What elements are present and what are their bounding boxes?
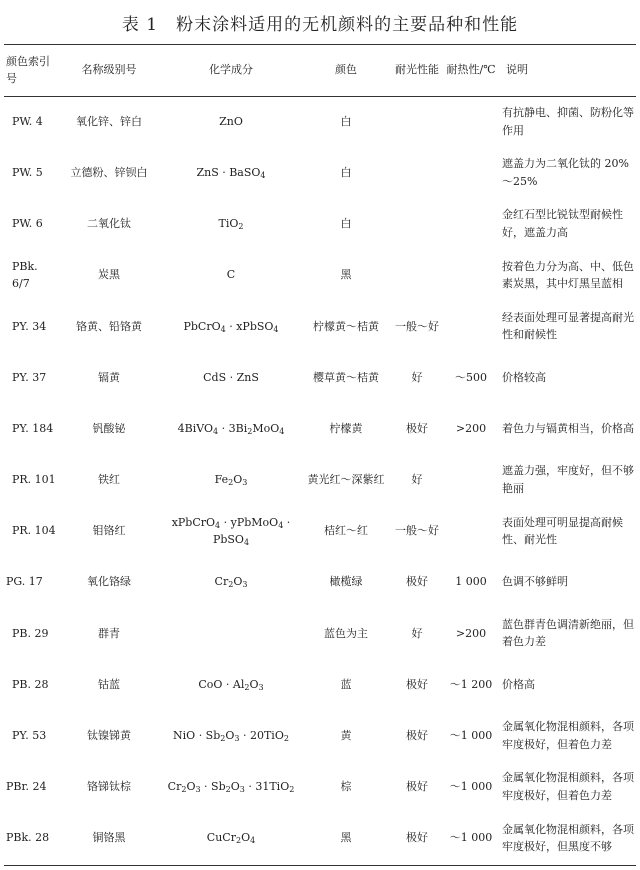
cell-name: 铬锑钛棕 (87, 780, 131, 794)
cell-formula: xPbCrO$_4$ · yPbMoO$_4$ · PbSO$_4$ (171, 515, 291, 548)
cell-index: PBr. 24 (6, 780, 47, 794)
cell-name: 钒酸铋 (92, 421, 126, 435)
cell-lightfastness (390, 147, 444, 198)
cell-color: 棕 (340, 780, 352, 794)
pigment-table (4, 45, 636, 864)
table-row (4, 250, 636, 301)
cell-lightfastness: 好 (411, 370, 423, 384)
cell-index: PBk. 28 (6, 831, 50, 845)
header-lightfastness: 耐光性能 (395, 63, 439, 77)
cell-formula (160, 608, 302, 659)
cell-formula: $Cr_2O_3 \cdot Sb_2O_3 \cdot 31TiO_2$ (167, 780, 295, 795)
cell-color: 黄光红～深紫红 (307, 473, 385, 487)
cell-lightfastness (390, 198, 444, 249)
cell-formula: PbCrO$_4$ · xPbSO$_4$ (183, 319, 279, 334)
cell-index: PBk. 6/7 (12, 259, 38, 291)
table-row (4, 454, 636, 505)
table-row (4, 506, 636, 557)
table-title: 表 1 粉末涂料适用的无机颜料的主要品种和性能 (121, 15, 519, 35)
cell-note: 有抗静电、抑菌、防粉化等作用 (502, 106, 634, 137)
cell-note: 遮盖力强，牢度好，但不够艳丽 (502, 464, 634, 495)
cell-color: 黑 (340, 268, 352, 282)
cell-name: 铜铬黑 (92, 831, 126, 845)
header-color: 颜色 (335, 63, 357, 77)
cell-color: 白 (340, 217, 352, 231)
cell-formula: C (226, 268, 236, 282)
cell-heat-resistance: ～1 000 (449, 831, 493, 845)
cell-color: 橄榄绿 (329, 575, 363, 589)
cell-name: 炭黑 (98, 268, 120, 282)
cell-note: 表面处理可明显提高耐候性、耐光性 (502, 515, 623, 547)
table-row (4, 198, 636, 249)
cell-lightfastness: 好 (411, 473, 423, 487)
cell-name: 群青 (98, 626, 120, 640)
cell-heat-resistance: >200 (455, 421, 487, 435)
cell-color: 柠檬黄～桔黄 (313, 319, 379, 333)
cell-index: PB. 28 (12, 677, 49, 691)
table-row (4, 403, 636, 454)
table-row (4, 352, 636, 403)
cell-color: 黑 (340, 831, 352, 845)
cell-heat-resistance (444, 198, 498, 249)
cell-name: 钼铬红 (92, 524, 126, 538)
table-row (4, 761, 636, 812)
cell-index: PY. 37 (12, 370, 47, 384)
cell-color: 蓝 (340, 677, 352, 691)
cell-name: 钛镍锑黄 (87, 729, 131, 743)
cell-heat-resistance (444, 506, 498, 557)
cell-heat-resistance (444, 301, 498, 352)
header-index: 颜色索引号 (6, 55, 50, 85)
table-row (4, 710, 636, 761)
cell-index: PY. 184 (12, 421, 54, 435)
cell-color: 白 (340, 114, 352, 128)
table-row (4, 608, 636, 659)
cell-index: PR. 104 (12, 524, 56, 538)
cell-heat-resistance (444, 454, 498, 505)
cell-color: 蓝色为主 (324, 626, 368, 640)
cell-index: PG. 17 (6, 575, 43, 589)
cell-heat-resistance: >200 (455, 626, 487, 640)
cell-lightfastness: 极好 (406, 831, 428, 845)
cell-note: 金红石型比锐钛型耐候性好，遮盖力高 (502, 208, 623, 239)
cell-note: 经表面处理可显著提高耐光性和耐候性 (502, 310, 634, 342)
cell-index: PW. 5 (12, 165, 43, 179)
cell-formula: ZnS · BaSO$_4$ (196, 165, 266, 180)
cell-note: 色调不够鲜明 (502, 575, 568, 589)
cell-name: 立德粉、锌钡白 (70, 165, 148, 179)
header-heat-resistance: 耐热性/℃ (446, 63, 496, 77)
cell-formula: $Fe_2O_3$ (214, 473, 248, 488)
cell-name: 镉黄 (98, 370, 120, 384)
cell-lightfastness: 一般～好 (395, 319, 439, 333)
table-row (4, 147, 636, 198)
bottom-rule (4, 865, 636, 866)
cell-name: 氧化铬绿 (87, 575, 131, 589)
cell-formula: ZnO (219, 114, 243, 128)
cell-note: 金属氧化物混相颜料，各项牢度极好，但着色力差 (502, 720, 634, 751)
cell-note: 金属氧化物混相颜料，各项牢度极好，但黑度不够 (502, 822, 634, 854)
cell-color: 柠檬黄 (329, 421, 363, 435)
cell-heat-resistance: ～1 000 (449, 780, 493, 794)
cell-index: PW. 6 (12, 217, 43, 231)
table-body (4, 96, 636, 864)
cell-index: PB. 29 (12, 626, 49, 640)
cell-name: 二氧化钛 (87, 217, 131, 231)
cell-formula: $Cr_2O_3$ (214, 575, 248, 590)
cell-note: 蓝色群青色调清新绝丽，但着色力差 (502, 617, 634, 649)
header-formula: 化学成分 (209, 63, 253, 77)
cell-heat-resistance: ～1 000 (449, 729, 493, 743)
header-row (4, 45, 636, 96)
cell-note: 着色力与镉黄相当，价格高 (502, 421, 634, 435)
cell-note: 金属氧化物混相颜料，各项牢度极好，但着色力差 (502, 771, 634, 803)
cell-note: 价格较高 (502, 370, 546, 384)
table-row (4, 813, 636, 864)
cell-index: PR. 101 (12, 473, 56, 487)
cell-name: 铬黄、铅铬黄 (76, 319, 142, 333)
cell-index: PY. 34 (12, 319, 47, 333)
cell-formula: CoO · $Al_2O_3$ (198, 677, 264, 692)
cell-lightfastness: 一般～好 (395, 524, 439, 538)
cell-lightfastness: 极好 (406, 575, 428, 589)
cell-note: 按着色力分为高、中、低色素炭黑，其中灯黑呈蓝相 (502, 259, 634, 291)
cell-lightfastness: 极好 (406, 421, 428, 435)
cell-index: PW. 4 (12, 114, 43, 128)
cell-lightfastness: 极好 (406, 729, 428, 743)
cell-formula: TiO$_2$ (218, 217, 244, 232)
table-row (4, 659, 636, 710)
cell-formula: $CuCr_2O_4$ (206, 831, 256, 846)
table-row (4, 557, 636, 608)
cell-heat-resistance: 1 000 (455, 575, 487, 589)
cell-name: 氧化锌、锌白 (76, 114, 142, 128)
header-note: 说明 (506, 63, 528, 77)
cell-formula: 4BiVO$_4$ · $3Bi_2MoO_4$ (177, 421, 285, 436)
cell-note: 价格高 (502, 677, 535, 691)
table-row (4, 301, 636, 352)
cell-color: 桔红～红 (324, 524, 368, 538)
cell-heat-resistance: ～500 (455, 370, 487, 384)
table-row (4, 96, 636, 147)
cell-lightfastness (390, 250, 444, 301)
cell-name: 钴蓝 (98, 677, 120, 691)
cell-lightfastness: 极好 (406, 677, 428, 691)
cell-index: PY. 53 (12, 729, 47, 743)
cell-heat-resistance: ～1 200 (449, 677, 493, 691)
cell-formula: NiO · $Sb_2O_3 \cdot 20TiO_2$ (173, 729, 289, 744)
header-name: 名称级别号 (81, 63, 137, 77)
cell-heat-resistance (444, 96, 498, 147)
cell-color: 白 (340, 165, 352, 179)
cell-color: 樱草黄～桔黄 (313, 370, 379, 384)
cell-lightfastness: 好 (411, 626, 423, 640)
cell-color: 黄 (340, 729, 352, 743)
cell-lightfastness (390, 96, 444, 147)
cell-lightfastness: 极好 (406, 780, 428, 794)
cell-heat-resistance (444, 250, 498, 301)
cell-name: 铁红 (98, 473, 120, 487)
cell-note: 遮盖力为二氧化钛的 20%～25% (502, 157, 629, 188)
cell-heat-resistance (444, 147, 498, 198)
cell-formula: CdS · ZnS (203, 370, 259, 384)
